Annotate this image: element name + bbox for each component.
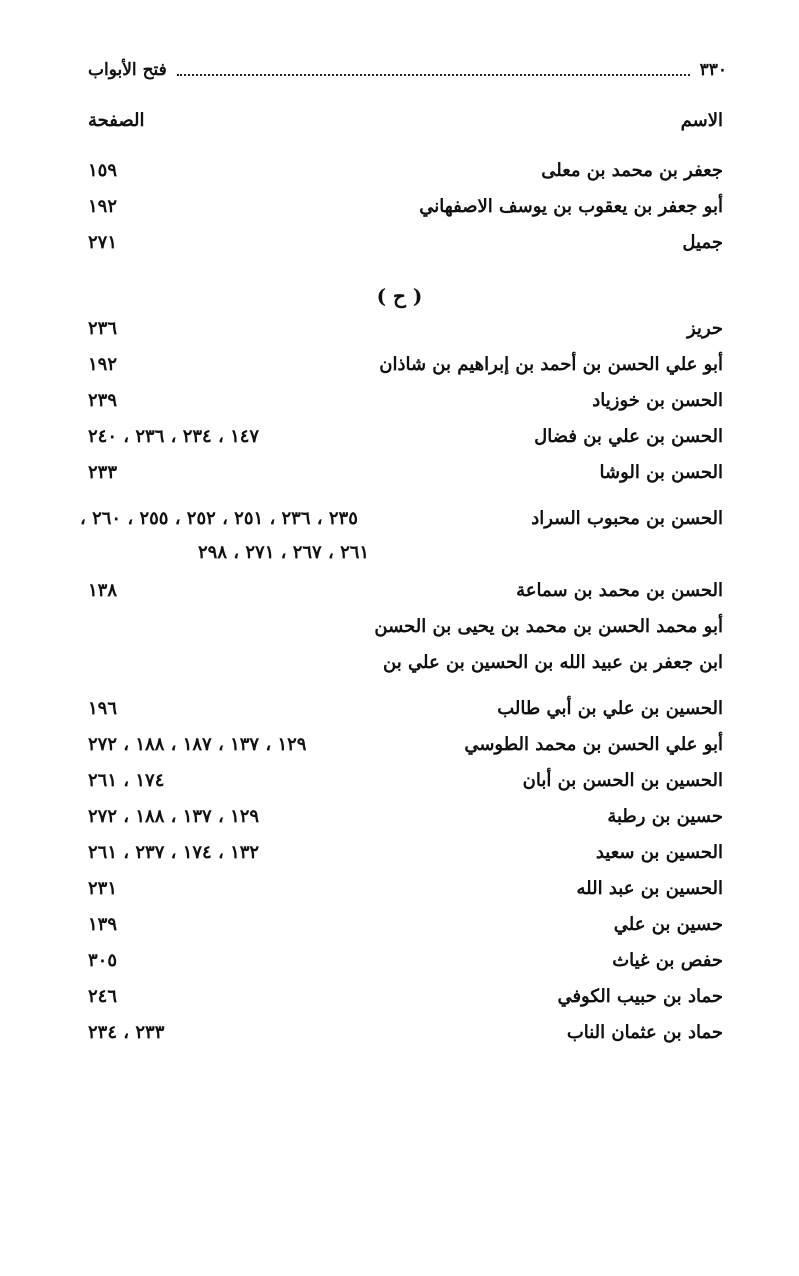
entry-name: حريز xyxy=(687,318,723,339)
index-entry xyxy=(80,580,723,610)
index-entry xyxy=(80,196,723,226)
entry-pages: ١٣٢ ، ١٧٤ ، ٢٣٧ ، ٢٦١ xyxy=(88,842,260,863)
entry-name: الحسن بن محمد بن سماعة xyxy=(516,580,723,601)
index-entry xyxy=(80,318,723,348)
entry-name: الحسين بن الحسن بن أبان xyxy=(522,770,723,791)
index-entry xyxy=(80,806,723,836)
entry-name: حماد بن عثمان الناب xyxy=(566,1022,723,1043)
index-entry xyxy=(80,914,723,944)
entry-name: أبو محمد الحسن بن محمد بن يحيى بن الحسن xyxy=(374,616,723,637)
leader-dots xyxy=(177,64,690,76)
entry-pages: ١٩٢ xyxy=(88,354,118,375)
column-header-name: الاسم xyxy=(680,110,723,131)
entry-pages: ٢٣٣ xyxy=(88,462,118,483)
entry-pages: ٢٣٥ ، ٢٣٦ ، ٢٥١ ، ٢٥٢ ، ٢٥٥ ، ٢٦٠ ، xyxy=(80,508,358,529)
entry-pages: ٢٣٩ xyxy=(88,390,118,411)
entry-pages: ٢٣١ xyxy=(88,878,118,899)
entry-name: الحسين بن عبد الله xyxy=(576,878,723,899)
index-entry xyxy=(80,842,723,872)
index-entry xyxy=(80,950,723,980)
entry-name: ابن جعفر بن عبيد الله بن الحسين بن علي بن xyxy=(383,652,723,673)
index-entry xyxy=(80,426,723,456)
entry-name: الحسن بن محبوب السراد xyxy=(531,508,723,529)
entry-name: أبو جعفر بن يعقوب بن يوسف الاصفهاني xyxy=(419,196,723,217)
entry-pages: ١٤٧ ، ٢٣٤ ، ٢٣٦ ، ٢٤٠ xyxy=(88,426,260,447)
entry-pages: ٢٣٦ xyxy=(88,318,118,339)
index-entry xyxy=(80,354,723,384)
entry-pages: ٢٣٣ ، ٢٣٤ xyxy=(88,1022,165,1043)
index-entry xyxy=(80,508,723,538)
index-entry xyxy=(80,462,723,492)
entry-pages: ١٧٤ ، ٢٦١ xyxy=(88,770,165,791)
index-entry xyxy=(80,160,723,190)
index-entry xyxy=(80,770,723,800)
index-entry xyxy=(80,1022,723,1052)
entry-pages: ٣٠٥ xyxy=(88,950,118,971)
entry-name: حسين بن علي xyxy=(613,914,723,935)
entry-name: الحسين بن سعيد xyxy=(595,842,723,863)
entry-pages: ٢٧١ xyxy=(88,232,118,253)
index-entry xyxy=(80,616,723,646)
entry-name: الحسين بن علي بن أبي طالب xyxy=(497,698,723,719)
entry-name: الحسن بن علي بن فضال xyxy=(534,426,723,447)
entry-name: حفص بن غياث xyxy=(612,950,723,971)
entry-pages-continued: ٢٦١ ، ٢٦٧ ، ٢٧١ ، ٢٩٨ xyxy=(198,542,370,563)
entry-pages: ١٩٢ xyxy=(88,196,118,217)
entry-pages: ١٢٩ ، ١٣٧ ، ١٨٨ ، ٢٧٢ xyxy=(88,806,260,827)
index-entry xyxy=(80,986,723,1016)
entry-name: حسين بن رطبة xyxy=(607,806,723,827)
entry-name: جميل xyxy=(682,232,723,253)
section-letter: ( ح ) xyxy=(376,284,423,308)
entry-pages: ١٢٩ ، ١٣٧ ، ١٨٧ ، ١٨٨ ، ٢٧٢ xyxy=(88,734,307,755)
index-entry xyxy=(80,390,723,420)
column-header-page: الصفحة xyxy=(88,110,145,131)
entry-pages: ١٩٦ xyxy=(88,698,118,719)
entry-name: جعفر بن محمد بن معلى xyxy=(541,160,723,181)
index-entry xyxy=(80,232,723,262)
entry-pages: ١٥٩ xyxy=(88,160,118,181)
entry-name: الحسن بن خوزياد xyxy=(592,390,723,411)
entry-name: أبو علي الحسن بن أحمد بن إبراهيم بن شاذان xyxy=(379,354,723,375)
entry-pages: ١٣٨ xyxy=(88,580,118,601)
entry-name: حماد بن حبيب الكوفي xyxy=(557,986,723,1007)
entry-name: أبو علي الحسن بن محمد الطوسي xyxy=(464,734,723,755)
page-number: ٣٣٠ xyxy=(699,60,727,80)
entry-pages: ٢٤٦ xyxy=(88,986,118,1007)
entry-name: الحسن بن الوشا xyxy=(599,462,723,483)
index-entry xyxy=(80,698,723,728)
index-entry xyxy=(80,878,723,908)
book-title: فتح الأبواب xyxy=(88,60,167,80)
running-head xyxy=(88,58,727,82)
index-entry xyxy=(80,734,723,764)
index-entry xyxy=(80,652,723,682)
entry-pages: ١٣٩ xyxy=(88,914,118,935)
